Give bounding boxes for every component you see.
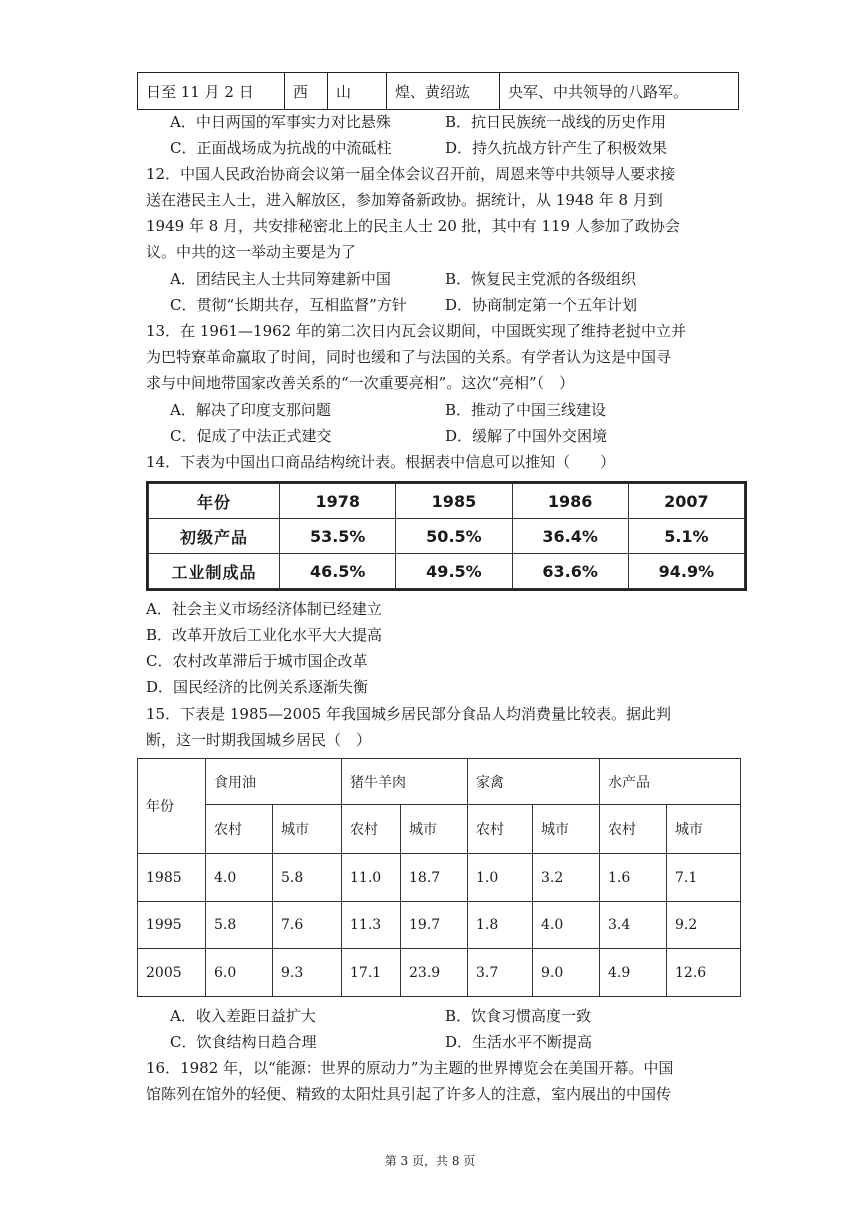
table-row xyxy=(138,949,741,997)
table-row xyxy=(138,854,741,902)
table-cell: 1.6 xyxy=(600,854,667,902)
table-subheader-cell: 农村 xyxy=(206,805,273,854)
q11-table-fragment xyxy=(137,72,739,110)
q12-stem-line: 12．中国人民政治协商会议第一届全体会议召开前，周恩来等中共领导人要求接 xyxy=(146,165,676,183)
table-subheader-cell: 农村 xyxy=(600,805,667,854)
table-cell: 煌、黄绍竑 xyxy=(387,73,500,110)
table-cell: 11.0 xyxy=(342,854,401,902)
table-header-cell: 年份 xyxy=(149,484,280,519)
q12-option-b: B．恢复民主党派的各级组织 xyxy=(445,270,637,288)
table-cell: 央军、中共领导的八路军。 xyxy=(500,73,739,110)
q12-stem-line: 送在港民主人士，进入解放区，参加筹备新政协。据统计，从 1948 年 8 月到 xyxy=(146,191,663,209)
table-header-cell: 1985 xyxy=(396,484,512,519)
q15-stem-line: 断，这一时期我国城乡居民（ ） xyxy=(146,731,372,749)
q16-stem-line: 馆陈列在馆外的轻便、精致的太阳灶具引起了许多人的注意，室内展出的中国传 xyxy=(146,1085,672,1103)
table-cell: 2005 xyxy=(138,949,206,997)
table-cell: 5.8 xyxy=(273,854,342,902)
q12-option-c: C．贯彻“长期共存，互相监督”方针 xyxy=(170,296,407,314)
table-header-cell: 家禽 xyxy=(468,759,600,805)
table-cell: 西 xyxy=(285,73,328,110)
q13-option-c: C．促成了中法正式建交 xyxy=(170,427,332,445)
q12-option-a: A．团结民主人士共同筹建新中国 xyxy=(170,270,391,288)
table-header-cell: 1978 xyxy=(280,484,396,519)
table-cell: 46.5% xyxy=(280,554,396,589)
table-cell: 53.5% xyxy=(280,519,396,554)
table-cell: 9.2 xyxy=(667,902,741,949)
table-cell: 94.9% xyxy=(628,554,744,589)
table-cell: 5.8 xyxy=(206,902,273,949)
table-subheader-cell: 农村 xyxy=(342,805,401,854)
q14-option-b: B．改革开放后工业化水平大大提高 xyxy=(146,626,383,644)
table-row-label: 初级产品 xyxy=(149,519,280,554)
table-cell: 1.0 xyxy=(468,854,533,902)
table-cell: 63.6% xyxy=(512,554,628,589)
q12-stem-line: 议。中共的这一举动主要是为了 xyxy=(146,243,357,261)
table-subheader-cell: 城市 xyxy=(401,805,468,854)
table-cell: 7.6 xyxy=(273,902,342,949)
table-cell: 3.7 xyxy=(468,949,533,997)
table-cell: 9.3 xyxy=(273,949,342,997)
table-subheader-cell: 城市 xyxy=(533,805,600,854)
q13-option-b: B．推动了中国三线建设 xyxy=(445,401,607,419)
table-cell: 36.4% xyxy=(512,519,628,554)
q15-option-b: B．饮食习惯高度一致 xyxy=(445,1007,592,1025)
table-cell: 4.9 xyxy=(600,949,667,997)
table-subheader-cell: 农村 xyxy=(468,805,533,854)
table-header-cell: 年份 xyxy=(138,759,206,854)
table-cell: 5.1% xyxy=(628,519,744,554)
table-header-cell: 2007 xyxy=(628,484,744,519)
table-cell: 4.0 xyxy=(533,902,600,949)
q14-option-a: A．社会主义市场经济体制已经建立 xyxy=(146,600,382,618)
table-cell: 17.1 xyxy=(342,949,401,997)
q12-option-d: D．协商制定第一个五年计划 xyxy=(445,296,638,314)
table-cell: 23.9 xyxy=(401,949,468,997)
table-cell: 1.8 xyxy=(468,902,533,949)
q16-stem-line: 16．1982 年，以“能源：世界的原动力”为主题的世界博览会在美国开幕。中国 xyxy=(146,1059,674,1077)
q14-stem: 14．下表为中国出口商品结构统计表。根据表中信息可以推知（ ） xyxy=(146,453,616,471)
table-cell: 山 xyxy=(328,73,387,110)
q14-option-d: D．国民经济的比例关系逐渐失衡 xyxy=(146,678,369,696)
table-row xyxy=(138,902,741,949)
table-cell: 50.5% xyxy=(396,519,512,554)
q15-food-table xyxy=(137,758,741,997)
q13-option-d: D．缓解了中国外交困境 xyxy=(445,427,608,445)
table-cell: 1985 xyxy=(138,854,206,902)
table-cell: 4.0 xyxy=(206,854,273,902)
q12-stem-line: 1949 年 8 月，共安排秘密北上的民主人士 20 批，其中有 119 人参加了政协会 xyxy=(146,217,680,235)
table-row-label: 工业制成品 xyxy=(149,554,280,589)
table-header-cell: 猪牛羊肉 xyxy=(342,759,468,805)
q11-option-d: D．持久抗战方针产生了积极效果 xyxy=(445,139,668,157)
table-cell: 3.2 xyxy=(533,854,600,902)
table-cell: 7.1 xyxy=(667,854,741,902)
table-cell: 6.0 xyxy=(206,949,273,997)
table-header-cell: 1986 xyxy=(512,484,628,519)
q15-option-a: A．收入差距日益扩大 xyxy=(170,1007,316,1025)
table-cell: 12.6 xyxy=(667,949,741,997)
table-cell: 18.7 xyxy=(401,854,468,902)
table-cell: 日至 11 月 2 日 xyxy=(138,73,285,110)
q13-stem-line: 为巴特寮革命赢取了时间，同时也缓和了与法国的关系。有学者认为这是中国寻 xyxy=(146,348,672,366)
q15-option-c: C．饮食结构日趋合理 xyxy=(170,1033,317,1051)
table-subheader-cell: 城市 xyxy=(273,805,342,854)
table-cell: 3.4 xyxy=(600,902,667,949)
table-cell: 1995 xyxy=(138,902,206,949)
q15-option-d: D．生活水平不断提高 xyxy=(445,1033,593,1051)
page-footer: 第 3 页，共 8 页 xyxy=(384,1154,476,1168)
table-header-cell: 水产品 xyxy=(600,759,741,805)
table-cell: 19.7 xyxy=(401,902,468,949)
table-cell: 9.0 xyxy=(533,949,600,997)
q13-stem-line: 求与中间地带国家改善关系的“一次重要亮相”。这次“亮相”（ ） xyxy=(146,374,575,392)
q13-option-a: A．解决了印度支那问题 xyxy=(170,401,331,419)
table-subheader-cell: 城市 xyxy=(667,805,741,854)
q11-option-a: A．中日两国的军事实力对比悬殊 xyxy=(170,113,391,131)
q11-option-c: C．正面战场成为抗战的中流砥柱 xyxy=(170,139,392,157)
q13-stem-line: 13．在 1961—1962 年的第二次日内瓦会议期间，中国既实现了维持老挝中立并 xyxy=(146,322,686,340)
table-header-cell: 食用油 xyxy=(206,759,342,805)
q11-option-b: B．抗日民族统一战线的历史作用 xyxy=(445,113,667,131)
table-cell: 49.5% xyxy=(396,554,512,589)
q14-export-table xyxy=(146,481,747,591)
table-cell: 11.3 xyxy=(342,902,401,949)
q15-stem-line: 15．下表是 1985—2005 年我国城乡居民部分食品人均消费量比较表。据此判 xyxy=(146,705,671,723)
q14-option-c: C．农村改革滞后于城市国企改革 xyxy=(146,652,368,670)
